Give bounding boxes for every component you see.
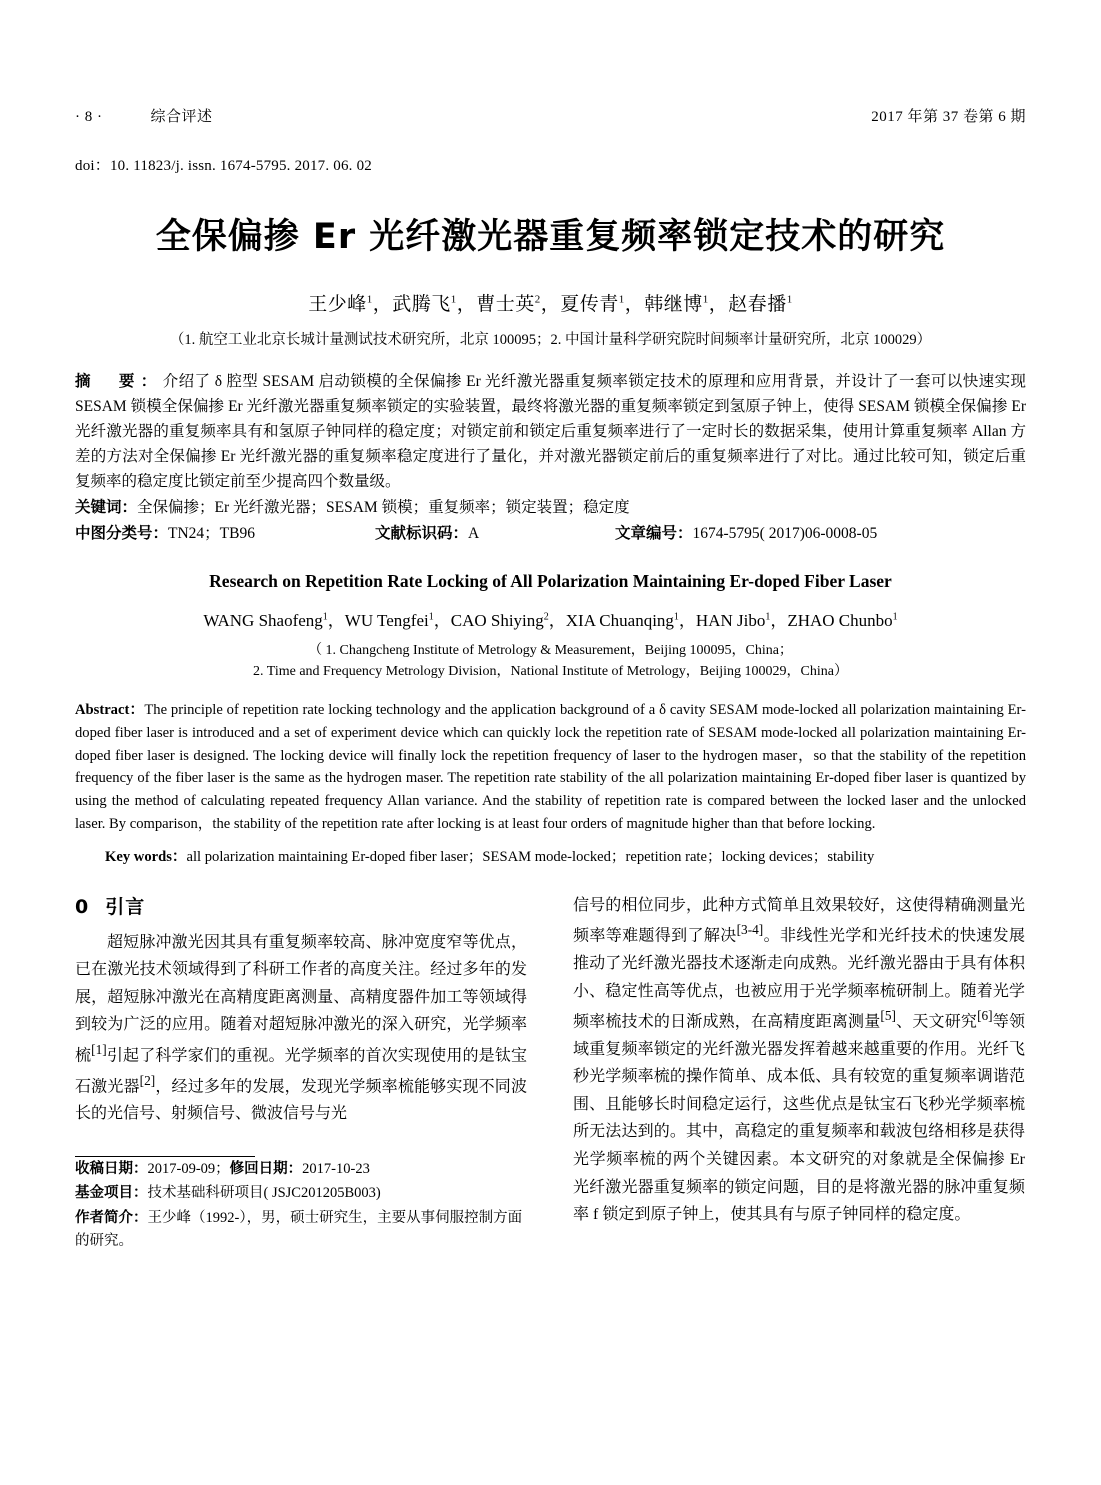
keywords-cn-text: 全保偏掺；Er 光纤激光器；SESAM 锁模；重复频率；锁定装置；稳定度 <box>137 498 630 516</box>
classification-line <box>75 521 1026 547</box>
title-en: Research on Repetition Rate Locking of All Polarization Maintaining Er-doped Fiber Laser <box>209 571 892 592</box>
paragraph-left-1: 超短脉冲激光因其具有重复频率较高、脉冲宽度窄等优点，已在激光技术领域得到了科研工作者的高度关注。经过多年的发展，超短脉冲激光在高精度距离测量、高精度器件加工等领域得到较为广泛的应用。随着对超短脉冲激光的深入研究，光学频率梳[1]引起了科学家们的重视。光学频率的首次实现使用的是钛宝石激光器[2]，经过多年的发展，发现光学频率梳能够实现不同波长的光信号、射频信号、微波信号与光 <box>75 933 527 1123</box>
affiliation-en-line1: （ 1. Changcheng Institute of Metrology & Measurement，Beijing 100095，China； <box>308 642 793 658</box>
clc-label: 中图分类号： <box>75 524 169 542</box>
paragraph-right-1: 信号的相位同步，此种方式简单且效果较好，这使得精确测量光频率等难题得到了解决[3-4]。非线性光学和光纤技术的快速发展推动了光纤激光器技术逐渐走向成熟。光纤激光器由于具有体积小、稳定性高等优点，也被应用于光学频率梳研制上。随着光学频率梳技术的日渐成熟，在高精度距离测量[5]、天文研究[6]等领域重复频率锁定的光纤激光器发挥着越来越重要的作用。光纤飞秒光学频率梳的操作简单、成本低、具有较宽的重复频率调谐范围、且能够长时间稳定运行，这些优点是钛宝石飞秒光学频率梳所无法达到的。其中，高稳定的重复频率和载波包络相移是获得光学频率梳的两个关键因素。本文研究的对象就是全保偏掺 Er 光纤激光器重复频率的锁定问题，目的是将激光器的脉冲重复频率 f 锁定到原子钟上，使其具有与原子钟同样的稳定度。 <box>573 896 1025 1224</box>
page-number: · 8 · <box>75 109 103 125</box>
affiliation-en-line2: 2. Time and Frequency Metrology Division，National Institute of Metrology，Beijing 100029，China） <box>253 664 848 680</box>
artno-value: 1674-5795( 2017)06-0008-05 <box>692 524 878 542</box>
artno-label: 文章编号： <box>615 524 693 542</box>
revised-value: 2017-10-23 <box>302 1160 370 1177</box>
received-value: 2017-09-09； <box>147 1160 230 1177</box>
section-heading-0 <box>75 892 527 919</box>
bio-value: 王少峰（1992-），男，硕士研究生，主要从事伺服控制方面的研究。 <box>75 1209 523 1250</box>
abstract-cn <box>75 369 1026 495</box>
received-label: 收稿日期： <box>75 1160 148 1177</box>
header-issue: 2017 年第 37 卷第 6 期 <box>871 109 1026 125</box>
affiliation-cn: （1. 航空工业北京长城计量测试技术研究所，北京 100095；2. 中国计量科学研究院时间频率计量研究所，北京 100029） <box>169 332 932 348</box>
column-right <box>573 892 1025 1255</box>
footnote-rule <box>75 1156 255 1157</box>
fund-value: 技术基础科研项目( JSJC201205B003) <box>147 1185 381 1202</box>
footnote-fund <box>75 1182 527 1205</box>
footnote-block <box>75 1146 527 1254</box>
abstract-en <box>75 699 1026 836</box>
column-left <box>75 892 527 1255</box>
footnote-bio <box>75 1207 527 1254</box>
doi-line: doi：10. 11823/j. issn. 1674-5795. 2017. 06. 02 <box>75 158 372 174</box>
clc-block <box>75 521 375 547</box>
running-head <box>75 105 1026 126</box>
abstract-en-label: Abstract： <box>75 702 145 719</box>
bio-label: 作者简介： <box>75 1209 148 1226</box>
abstract-cn-label: 摘 要： <box>75 373 163 390</box>
doccode-label: 文献标识码： <box>375 524 469 542</box>
page-title: 全保偏掺 Er 光纤激光器重复频率锁定技术的研究 <box>155 217 946 257</box>
doccode-block <box>375 521 615 547</box>
keywords-cn-label: 关键词： <box>75 498 138 516</box>
doccode-value: A <box>468 524 480 542</box>
revised-label: 修回日期： <box>229 1160 303 1177</box>
page-content <box>75 105 1026 1255</box>
authors-cn: 王少峰$^1$，武腾飞$^1$，曹士英$^2$，夏传青$^1$，韩继博$^1$，赵春播$^1$ <box>308 293 793 315</box>
abstract-en-text: The principle of repetition rate locking technology and the application background of a δ cavity SESAM mode-locked all polarization maintaining Er-doped fiber laser is introduced and a set of experiment device which can quickly lock the repetition rate of SESAM mode-locked all polarization maintaining Er-doped fiber laser is designed. The locking device will finally lock the repetition frequency of laser to the hydrogen maser，so that the stability of the repetition frequency of the fiber laser is the same as the hydrogen maser. The repetition rate stability of the all polarization maintaining Er-doped fiber laser is quantized by using the method of calculating repeated frequency Allan variance. And the stability of repetition rate is compared between the locked laser and the unlocked laser. By comparison，the stability of the repetition rate after locking is at least four orders of magnitude higher than that before locking. <box>75 702 1026 832</box>
authors-en: WANG Shaofeng$^1$，WU Tengfei$^1$，CAO Shiying$^2$，XIA Chuanqing$^1$，HAN Jibo$^1$，ZHAO Chunbo$^1$ <box>203 610 898 630</box>
article-number-block <box>615 521 1026 547</box>
keywords-en-text: all polarization maintaining Er-doped fiber laser；SESAM mode-locked；repetition rate；locking devices；stability <box>186 848 875 865</box>
keywords-en <box>75 845 1026 866</box>
header-section: 综合评述 <box>150 109 213 125</box>
keywords-en-label: Key words： <box>105 848 187 865</box>
section-title: 引言 <box>105 895 146 918</box>
clc-value: TN24；TB96 <box>168 524 255 542</box>
section-number: 0 <box>75 895 90 918</box>
body-columns <box>75 892 1026 1255</box>
footnote-dates <box>75 1158 527 1181</box>
abstract-cn-text: 介绍了 δ 腔型 SESAM 启动锁模的全保偏掺 Er 光纤激光器重复频率锁定技术的原理和应用背景，并设计了一套可以快速实现 SESAM 锁模全保偏掺 Er 光纤激光器重复频率锁定的实验装置，最终将激光器的重复频率锁定到氢原子钟上，使得 SESAM 锁模全保偏掺 Er 光纤激光器的重复频率具有和氢原子钟同样的稳定度；对锁定前和锁定后重复频率进行了一定时长的数据采集，使用计算重复频率 Allan 方差的方法对全保偏掺 Er 光纤激光器的重复频率稳定度进行了量化，并对激光器锁定前后的重复频率进行了对比。通过比较可知，锁定后重复频率的稳定度比锁定前至少提高四个数量级。 <box>75 373 1026 491</box>
affiliation-en <box>75 640 1026 683</box>
keywords-cn <box>75 495 1026 521</box>
fund-label: 基金项目： <box>75 1185 148 1202</box>
